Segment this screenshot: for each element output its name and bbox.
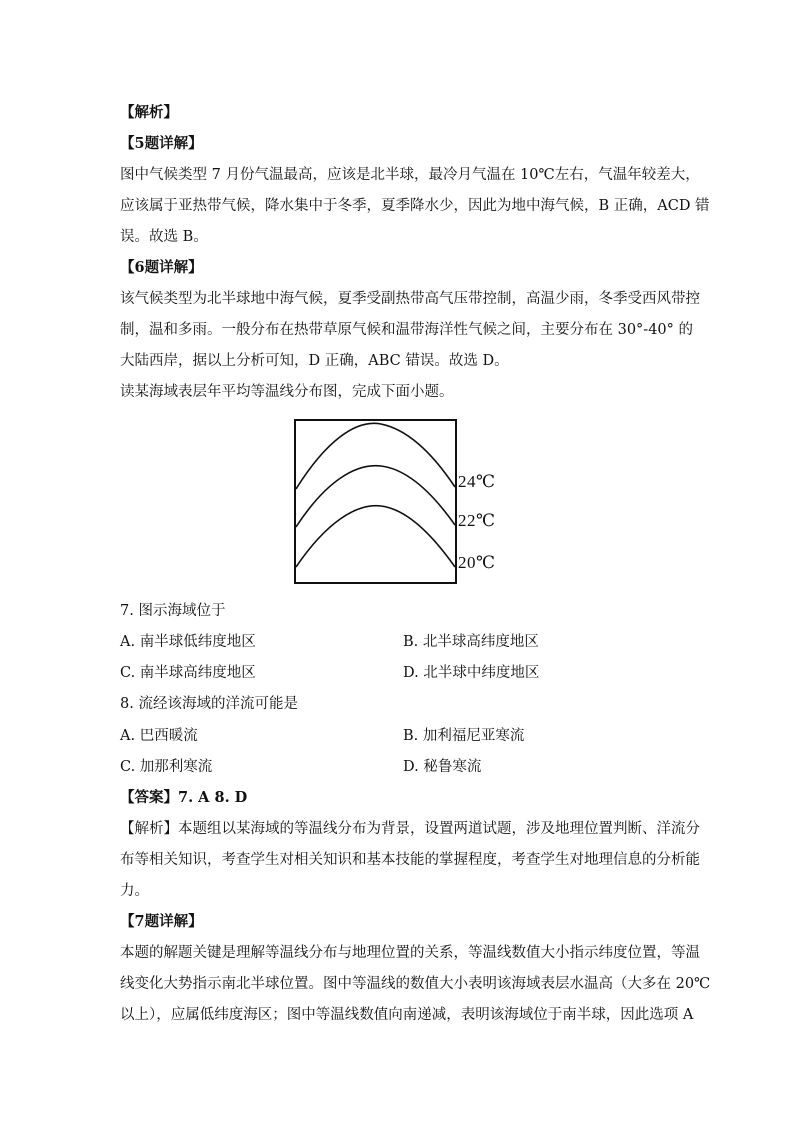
q8-option-b[interactable]: B. 加利福尼亚寒流 bbox=[403, 728, 525, 744]
q8-stem: 8. 流经该海域的洋流可能是 bbox=[120, 696, 298, 712]
q6-text-line: 制，温和多雨。一般分布在热带草原气候和温带海洋性气候之间，主要分布在 30°-40° 的 bbox=[120, 322, 694, 338]
q8-option-c[interactable]: C. 加那利寒流 bbox=[120, 759, 213, 775]
analysis-text-line: 布等相关知识，考查学生对相关知识和基本技能的掌握程度，考查学生对地理信息的分析能 bbox=[120, 852, 700, 868]
isotherm-22-curve bbox=[296, 466, 455, 527]
q7-option-d[interactable]: D. 北半球中纬度地区 bbox=[403, 665, 540, 681]
q7-detail-text-line: 以上），应属低纬度海区；图中等温线数值向南递减，表明该海域位于南半球，因此选项 A bbox=[120, 1007, 694, 1023]
explanation-heading: 【解析】 bbox=[120, 104, 178, 121]
q5-heading: 【5题详解】 bbox=[120, 135, 203, 152]
isotherm-24-curve bbox=[296, 423, 455, 489]
isotherm-20-curve bbox=[296, 506, 455, 567]
q7-detail-heading: 【7题详解】 bbox=[120, 913, 203, 930]
isotherm-diagram bbox=[294, 419, 457, 584]
q7-option-b[interactable]: B. 北半球高纬度地区 bbox=[403, 634, 539, 650]
q5-text-line: 应该属于亚热带气候，降水集中于冬季，夏季降水少，因此为地中海气候，B 正确，ACD 错 bbox=[120, 198, 710, 214]
q7-detail-text-line: 本题的解题关键是理解等温线分布与地理位置的关系，等温线数值大小指示纬度位置，等温 bbox=[120, 945, 700, 961]
q5-text-line: 图中气候类型 7 月份气温最高，应该是北半球，最冷月气温在 10℃左右，气温年较差大， bbox=[120, 167, 700, 183]
isotherm-curves bbox=[296, 421, 455, 582]
q8-option-d[interactable]: D. 秘鲁寒流 bbox=[403, 759, 482, 775]
isotherm-label-22: 22℃ bbox=[458, 511, 496, 530]
q6-text-line: 大陆西岸，据以上分析可知，D 正确，ABC 错误。故选 D。 bbox=[120, 353, 509, 369]
q7-option-c[interactable]: C. 南半球高纬度地区 bbox=[120, 665, 256, 681]
analysis-text-line: 【解析】本题组以某海域的等温线分布为背景，设置两道试题，涉及地理位置判断、洋流分 bbox=[120, 821, 700, 837]
isotherm-label-20: 20℃ bbox=[458, 553, 496, 572]
analysis-text-line: 力。 bbox=[120, 883, 149, 899]
q5-text-line: 误。故选 B。 bbox=[120, 229, 208, 245]
q6-text-line: 该气候类型为北半球地中海气候，夏季受副热带高气压带控制，高温少雨，冬季受西风带控 bbox=[120, 291, 700, 307]
q7-option-a[interactable]: A. 南半球低纬度地区 bbox=[120, 634, 256, 650]
isotherm-label-24: 24℃ bbox=[458, 472, 496, 491]
q7-stem: 7. 图示海域位于 bbox=[120, 603, 226, 619]
q7-detail-text-line: 线变化大势指示南北半球位置。图中等温线的数值大小表明该海域表层水温高（大多在 20℃ bbox=[120, 976, 711, 992]
answer-line: 【答案】7. A 8. D bbox=[120, 789, 248, 806]
reading-prompt: 读某海域表层年平均等温线分布图，完成下面小题。 bbox=[120, 384, 454, 400]
q6-heading: 【6题详解】 bbox=[120, 259, 203, 276]
q8-option-a[interactable]: A. 巴西暖流 bbox=[120, 728, 198, 744]
